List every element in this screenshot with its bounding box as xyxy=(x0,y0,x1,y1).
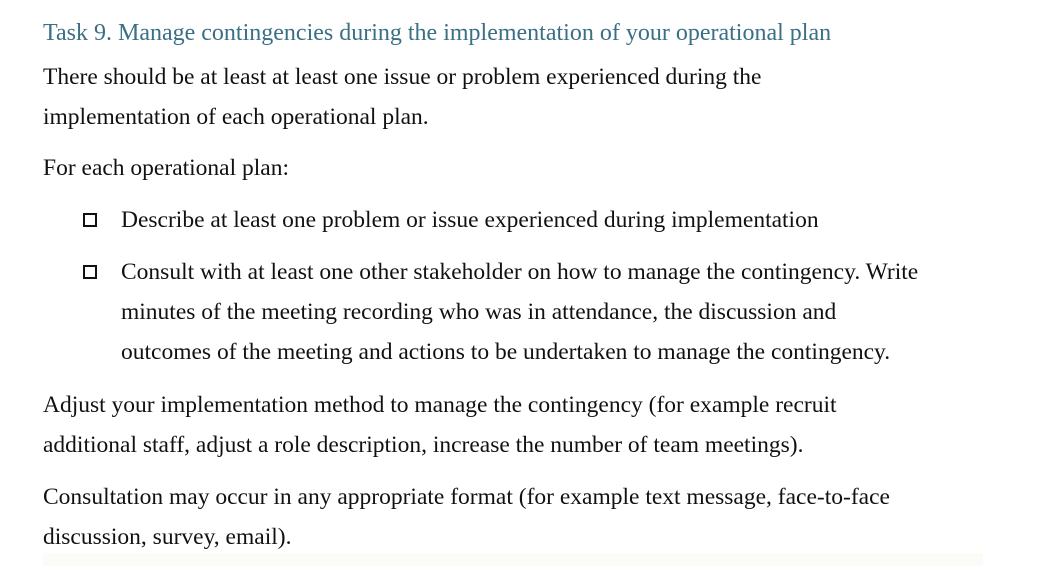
consultation-line: discussion, survey, email). xyxy=(43,524,292,550)
intro-paragraph xyxy=(43,57,761,137)
task-heading: Task 9. Manage contingencies during the implementation of your operational plan xyxy=(43,20,832,46)
for-each-label: For each operational plan: xyxy=(43,155,290,181)
adjust-line: additional staff, adjust a role description, increase the number of team meetings). xyxy=(43,432,804,458)
page-bottom-fade xyxy=(43,553,983,566)
checkbox-icon xyxy=(83,213,97,227)
consultation-paragraph xyxy=(43,477,890,557)
checklist-line: Describe at least one problem or issue experienced during implementation xyxy=(121,207,819,233)
checklist-line: Consult with at least one other stakeholder on how to manage the contingency. Write xyxy=(121,259,919,285)
consultation-line: Consultation may occur in any appropriate format (for example text message, face-to-face xyxy=(43,484,890,510)
adjust-paragraph xyxy=(43,385,837,465)
adjust-line: Adjust your implementation method to manage the contingency (for example recruit xyxy=(43,392,837,418)
checkbox-icon xyxy=(83,265,97,279)
checklist-item-text xyxy=(121,200,819,240)
checklist-item-text xyxy=(121,252,918,372)
intro-line: There should be at least at least one issue or problem experienced during the xyxy=(43,64,762,90)
checklist-line: outcomes of the meeting and actions to be undertaken to manage the contingency. xyxy=(121,339,891,365)
checklist-line: minutes of the meeting recording who was in attendance, the discussion and xyxy=(121,299,837,325)
intro-line: implementation of each operational plan. xyxy=(43,104,429,130)
